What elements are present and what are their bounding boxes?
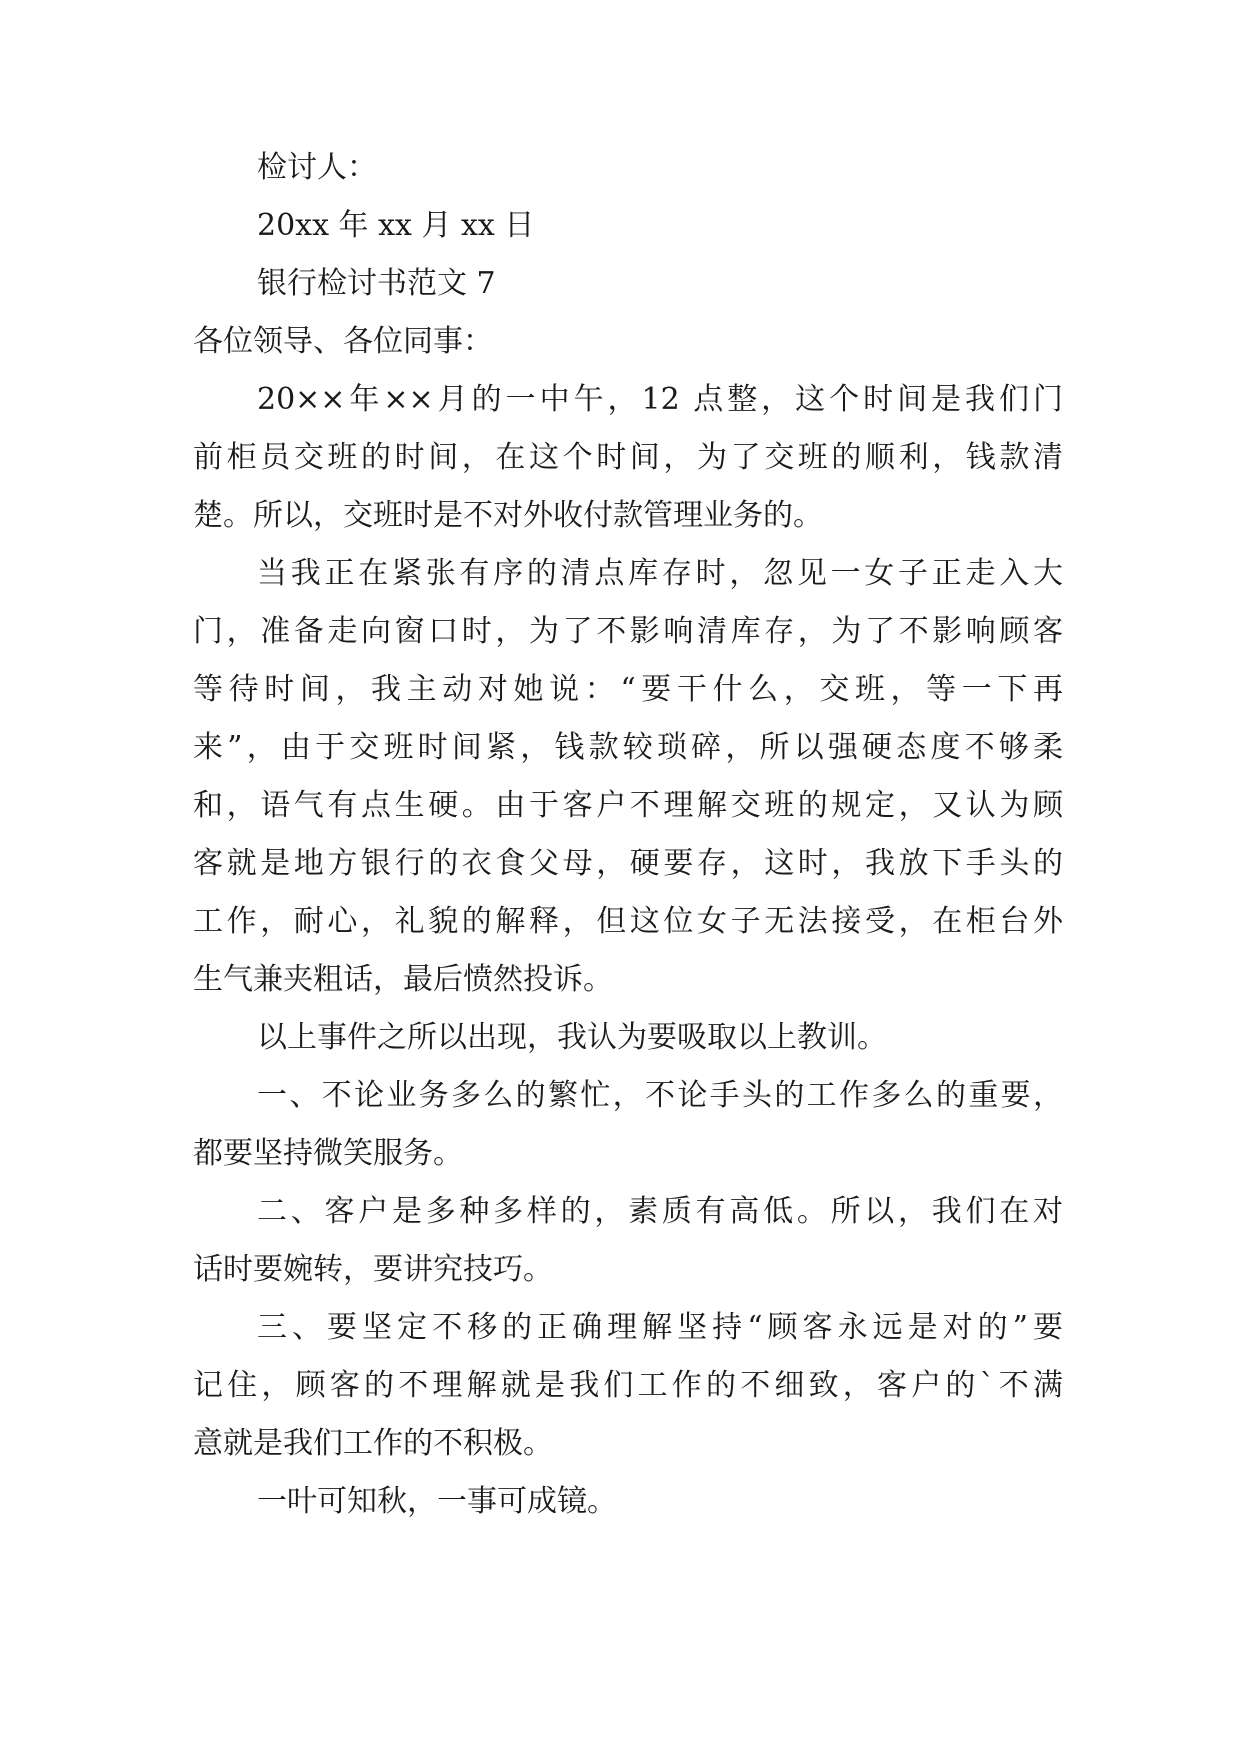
list-item-2-cont: 话时要婉转，要讲究技巧。 xyxy=(193,1252,553,1287)
paragraph-line: 工作，耐心，礼貌的解释，但这位女子无法接受，在柜台外 xyxy=(193,904,1063,939)
paragraph-line: 前柜员交班的时间，在这个时间，为了交班的顺利，钱款清 xyxy=(193,440,1063,475)
list-item-2: 二、客户是多种多样的，素质有高低。所以，我们在对 xyxy=(257,1194,1063,1229)
paragraph-line: 来”，由于交班时间紧，钱款较琐碎，所以强硬态度不够柔 xyxy=(193,730,1063,765)
section-title: 银行检讨书范文 7 xyxy=(257,266,496,301)
list-item-3-cont: 记住，顾客的不理解就是我们工作的不细致，客户的`不满 xyxy=(193,1368,1063,1403)
paragraph-line: 和，语气有点生硬。由于客户不理解交班的规定，又认为顾 xyxy=(193,788,1063,823)
paragraph-line: 当我正在紧张有序的清点库存时，忽见一女子正走入大 xyxy=(257,556,1063,591)
list-item-3: 三、要坚定不移的正确理解坚持“顾客永远是对的”要 xyxy=(257,1310,1063,1345)
paragraph-line: 门，准备走向窗口时，为了不影响清库存，为了不影响顾客 xyxy=(193,614,1063,649)
salutation: 各位领导、各位同事： xyxy=(193,324,493,359)
closing-line: 一叶可知秋，一事可成镜。 xyxy=(257,1484,617,1519)
list-item-1: 一、不论业务多么的繁忙，不论手头的工作多么的重要， xyxy=(257,1078,1063,1113)
paragraph-line: 生气兼夹粗话，最后愤然投诉。 xyxy=(193,962,613,997)
list-item-3-cont: 意就是我们工作的不积极。 xyxy=(193,1426,553,1461)
paragraph-line: 楚。所以，交班时是不对外收付款管理业务的。 xyxy=(193,498,823,533)
paragraph-line: 客就是地方银行的衣食父母，硬要存，这时，我放下手头的 xyxy=(193,846,1063,881)
signature-label: 检讨人： xyxy=(257,150,377,185)
paragraph-line: 以上事件之所以出现，我认为要吸取以上教训。 xyxy=(257,1020,887,1055)
list-item-1-cont: 都要坚持微笑服务。 xyxy=(193,1136,463,1171)
paragraph-line: 20××年××月的一中午，12 点整，这个时间是我们门 xyxy=(257,382,1063,417)
paragraph-line: 等待时间，我主动对她说：“要干什么，交班，等一下再 xyxy=(193,672,1063,707)
date-line: 20xx 年 xx 月 xx 日 xyxy=(257,208,535,243)
